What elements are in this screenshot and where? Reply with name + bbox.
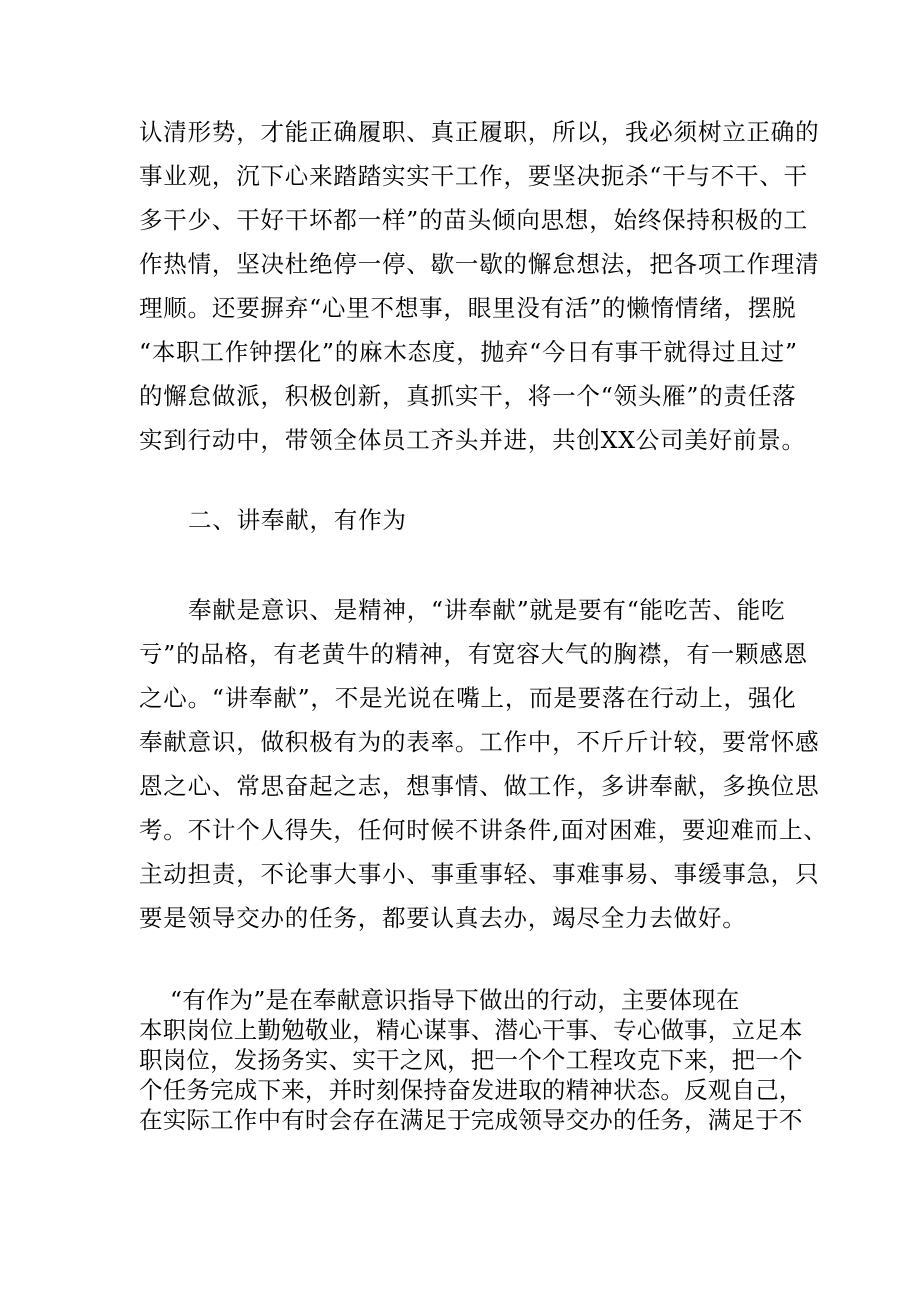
paragraph-line: 亏”的品格，有老黄牛的精神，有宽容大气的胸襟，有一颗感恩	[139, 640, 808, 668]
paragraph-line: 理顺。还要摒弃“心里不想事，眼里没有活”的懒惰情绪，摆脱	[139, 294, 797, 322]
paragraph-line: 主动担责，不论事大事小、事重事轻、事难事易、事缓事急，只	[139, 860, 820, 888]
paragraph-line: 恩之心、常思奋起之志，想事情、做工作，多讲奉献，多换位思	[139, 772, 820, 800]
paragraph-line: 在实际工作中有时会存在满足于完成领导交办的任务，满足于不	[139, 1106, 803, 1134]
paragraph-line: 事业观，沉下心来踏踏实实干工作，要坚决扼杀“干与不干、干	[139, 162, 808, 190]
paragraph-line: 本职岗位上勤勉敬业，精心谋事、潜心干事、专心做事，立足本	[139, 1016, 803, 1044]
paragraph-line: “有作为”是在奉献意识指导下做出的行动，主要体现在	[170, 986, 740, 1014]
paragraph-line: 考。不计个人得失，任何时候不讲条件,面对困难，要迎难而上、	[139, 816, 828, 844]
paragraph-line: “本职工作钟摆化”的麻木态度，抛弃“今日有事干就得过且过”	[139, 338, 798, 366]
paragraph-line: 奉献意识，做积极有为的表率。工作中，不斤斤计较，要常怀感	[139, 728, 820, 756]
paragraph-line: 职岗位，发扬务实、实干之风，把一个个工程攻克下来，把一个	[139, 1046, 803, 1074]
paragraph-line: 认清形势，才能正确履职、真正履职，所以，我必须树立正确的	[139, 118, 820, 146]
paragraph-line: 之心。“讲奉献”，不是光说在嘴上，而是要落在行动上，强化	[139, 684, 797, 712]
paragraph-line: 要是领导交办的任务，都要认真去办，竭尽全力去做好。	[139, 904, 747, 932]
paragraph-line: 作热情，坚决杜绝停一停、歇一歇的懈怠想法，把各项工作理清	[139, 250, 820, 278]
paragraph-line: 的懈怠做派，积极创新，真抓实干，将一个“领头雁”的责任落	[139, 382, 797, 410]
paragraph-line: 个任务完成下来，并时刻保持奋发进取的精神状态。反观自己，	[139, 1076, 803, 1104]
section-heading: 二、讲奉献，有作为	[188, 506, 407, 534]
paragraph-line: 实到行动中，带领全体员工齐头并进，共创XX公司美好前景。	[139, 426, 806, 454]
paragraph-line: 奉献是意识、是精神，“讲奉献”就是要有“能吃苦、能吃	[188, 596, 786, 624]
paragraph-line: 多干少、干好干坏都一样”的苗头倾向思想，始终保持积极的工	[139, 206, 808, 234]
